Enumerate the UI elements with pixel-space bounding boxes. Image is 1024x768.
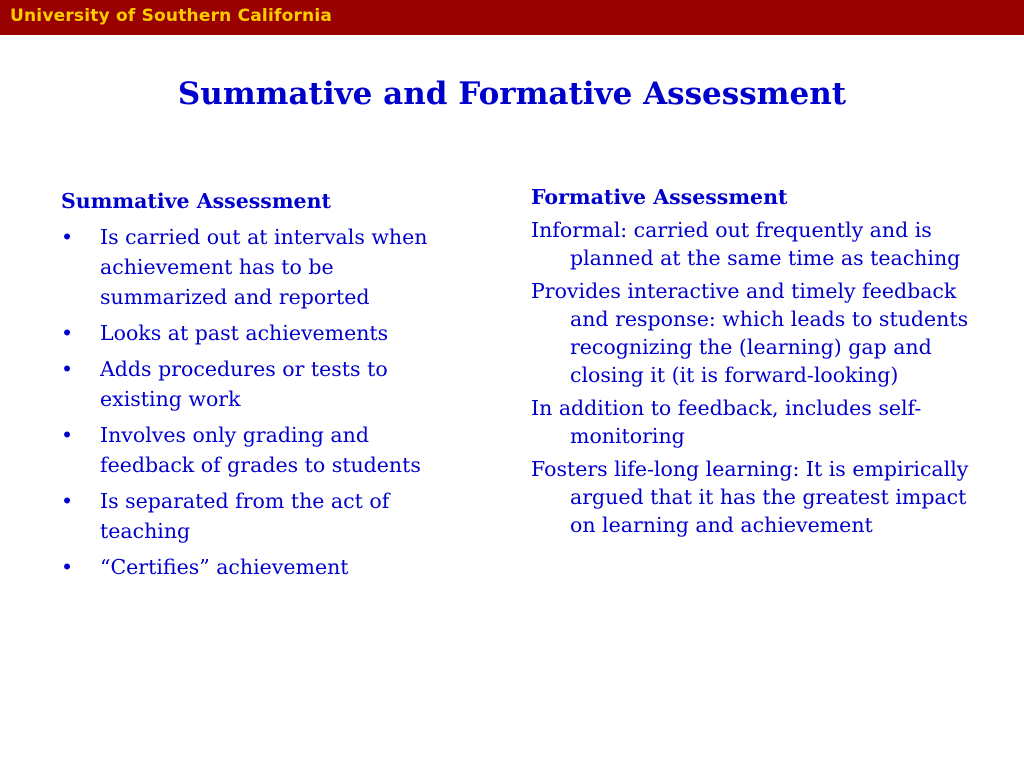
bullet-icon: • bbox=[61, 357, 74, 381]
list-item: Provides interactive and timely feedback and response: which leads to students recognizing the (learning) gap and closing it (it is forward-looking) bbox=[531, 279, 969, 387]
list-item bbox=[61, 318, 461, 348]
list-item: In addition to feedback, includes self-monitoring bbox=[531, 396, 922, 448]
formative-column bbox=[531, 183, 971, 544]
list-item bbox=[61, 486, 461, 546]
slide-title: Summative and Formative Assessment bbox=[177, 76, 847, 112]
summative-list bbox=[61, 222, 461, 582]
list-item-text: “Certifies” achievement bbox=[100, 555, 349, 579]
usc-header-bar bbox=[0, 0, 1024, 35]
usc-wordmark: University of Southern California bbox=[10, 6, 333, 26]
bullet-icon: • bbox=[61, 423, 74, 447]
list-item bbox=[61, 222, 461, 312]
list-item bbox=[61, 354, 461, 414]
list-item: Fosters life-long learning: It is empirically argued that it has the greatest impact on learning and achievement bbox=[531, 457, 969, 537]
formative-list bbox=[531, 216, 971, 539]
formative-heading: Formative Assessment bbox=[531, 185, 788, 209]
summative-heading: Summative Assessment bbox=[61, 189, 331, 213]
bullet-icon: • bbox=[61, 225, 74, 249]
list-item: Informal: carried out frequently and is planned at the same time as teaching bbox=[531, 218, 961, 270]
list-item-text: Is separated from the act of teaching bbox=[100, 489, 390, 543]
list-item bbox=[61, 552, 461, 582]
bullet-icon: • bbox=[61, 321, 74, 345]
summative-column bbox=[61, 186, 461, 588]
list-item-text: Is carried out at intervals when achievement has to be summarized and reported bbox=[100, 225, 428, 309]
list-item-text: Adds procedures or tests to existing work bbox=[100, 357, 388, 411]
bullet-icon: • bbox=[61, 555, 74, 579]
list-item bbox=[61, 420, 461, 480]
bullet-icon: • bbox=[61, 489, 74, 513]
list-item-text: Involves only grading and feedback of grades to students bbox=[100, 423, 421, 477]
list-item-text: Looks at past achievements bbox=[100, 321, 389, 345]
